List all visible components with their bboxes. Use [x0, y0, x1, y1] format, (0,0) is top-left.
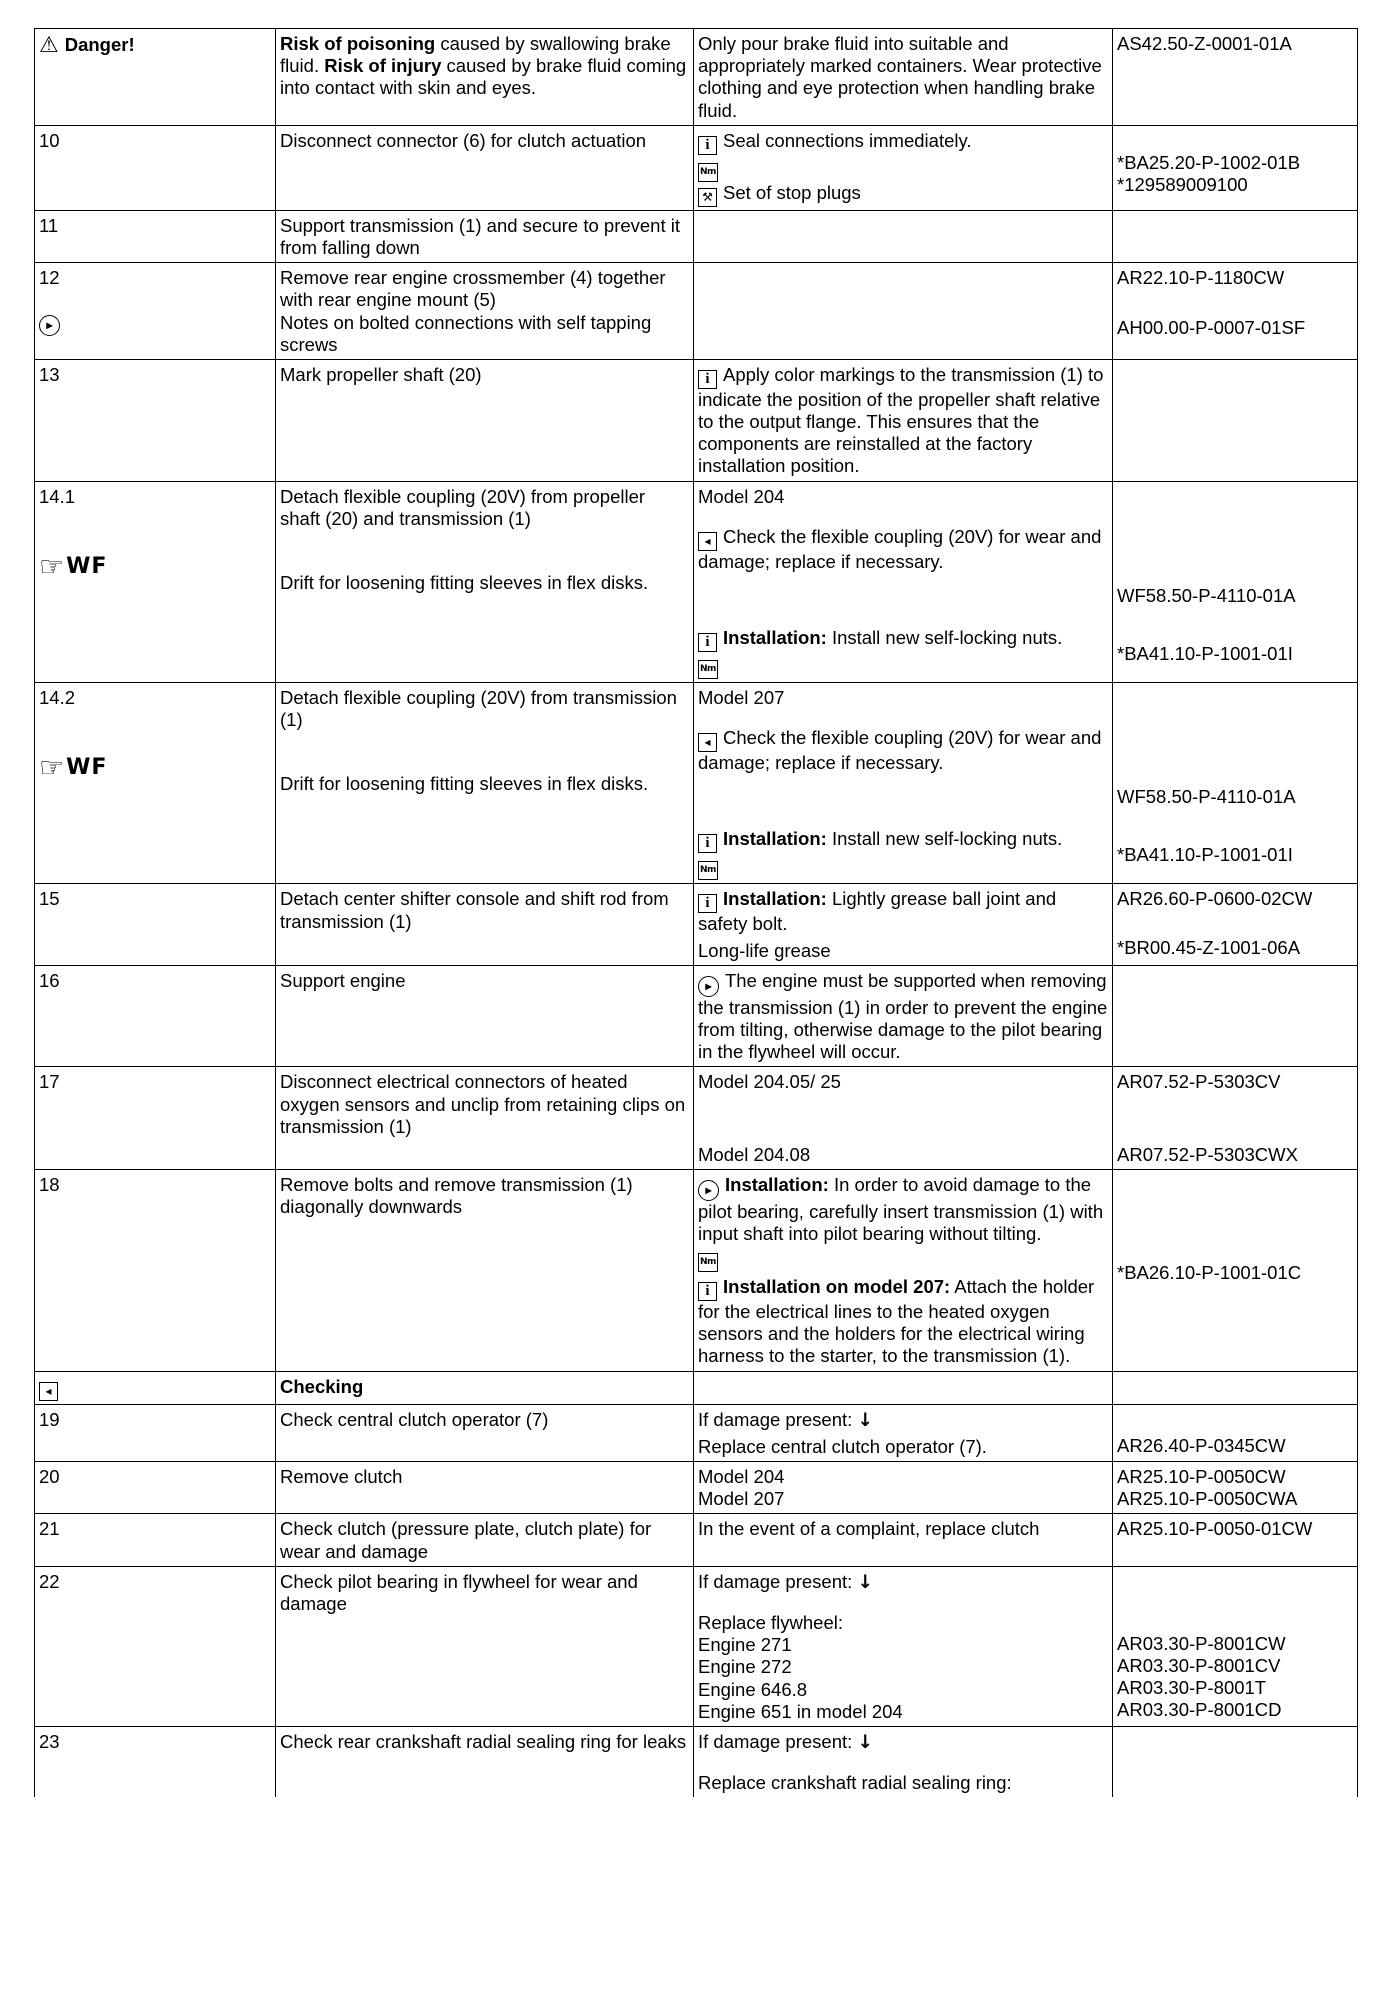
document-reference: AR07.52-P-5303CV — [1117, 1071, 1281, 1093]
torque-nm-icon: Nm — [698, 660, 718, 679]
step-number: 13 — [35, 359, 276, 481]
engine-item: Engine 272 — [698, 1656, 792, 1678]
check-inspect-icon: ◂ — [698, 733, 717, 752]
table-row — [35, 1404, 1358, 1461]
table-row — [35, 1169, 1358, 1371]
torque-nm-icon: Nm — [698, 861, 718, 880]
check-inspect-icon: ◂ — [698, 532, 717, 551]
workshop-equipment-label: WF — [66, 553, 108, 579]
document-reference: AR07.52-P-5303CWX — [1117, 1143, 1298, 1165]
danger-label: Danger! — [64, 34, 135, 55]
step-action: Remove bolts and remove transmission (1) diagonally downwards — [276, 1169, 694, 1371]
info-icon: i — [698, 633, 717, 652]
document-reference: AS42.50-Z-0001-01A — [1113, 29, 1358, 126]
step-number: 22 — [35, 1566, 276, 1726]
step-action: Mark propeller shaft (20) — [276, 359, 694, 481]
step-action: Support engine — [276, 965, 694, 1067]
pointing-hand-icon: ☞ — [39, 549, 65, 583]
document-reference: WF58.50-P-4110-01A — [1117, 786, 1296, 807]
engine-item: Engine 271 — [698, 1634, 792, 1656]
document-reference: WF58.50-P-4110-01A — [1117, 584, 1296, 606]
document-reference: *BA26.10-P-1001-01C — [1117, 1261, 1302, 1283]
step-number: 17 — [35, 1067, 276, 1169]
step-references — [1113, 1566, 1358, 1726]
step-number-cell — [35, 683, 276, 884]
step-action: Disconnect connector (6) for clutch actuation — [276, 125, 694, 210]
step-action: Detach flexible coupling (20V) from propeller shaft (20) and transmission (1) Drift for loosening fitting sleeves in flex disks. — [276, 481, 694, 682]
step-notes: ▸ Installation: In order to avoid damage to the pilot bearing, carefully insert transmission (1) with input shaft into pilot bearing without tilting. Nm i Installation on model 207: Attach the holder for the electrical lines to the heated oxygen sensors and the holders for the electrical wiring harness to the starter, to the transmission (1). — [694, 1169, 1113, 1371]
step-action: Disconnect electrical connectors of heated oxygen sensors and unclip from retaining clips on transmission (1) — [276, 1067, 694, 1169]
notes-circle-icon: ▸ — [698, 1180, 719, 1201]
document-reference: AR26.40-P-0345CW — [1117, 1434, 1286, 1456]
step-references — [1113, 263, 1358, 360]
table-row — [35, 884, 1358, 965]
table-row — [35, 965, 1358, 1067]
step-number: 11 — [35, 210, 276, 262]
info-icon: i — [698, 1282, 717, 1301]
step-action: Detach flexible coupling (20V) from transmission (1) Drift for loosening fitting sleeves in flex disks. — [276, 683, 694, 884]
step-action: Check central clutch operator (7) — [276, 1404, 694, 1461]
document-reference: AR25.10-P-0050-01CW — [1113, 1514, 1358, 1566]
step-notes: i Apply color markings to the transmission (1) to indicate the position of the propeller shaft relative to the output flange. This ensures that the components are reinstalled at the factory installation position. — [694, 359, 1113, 481]
document-reference: AR03.30-P-8001CW — [1117, 1632, 1286, 1654]
step-number-cell — [35, 481, 276, 682]
step-number-cell — [35, 263, 276, 360]
table-row — [35, 1067, 1358, 1169]
document-reference: *BA41.10-P-1001-01I — [1117, 642, 1293, 664]
step-references — [1113, 481, 1358, 682]
step-notes: Model 204.05/ 25 Model 204.08 — [694, 1067, 1113, 1169]
notes-circle-icon: ▸ — [698, 976, 719, 997]
table-row — [35, 125, 1358, 210]
step-notes: i Seal connections immediately. Nm ⚒ Set of stop plugs — [694, 125, 1113, 210]
document-reference: AR03.30-P-8001CV — [1117, 1654, 1281, 1676]
step-references — [1113, 1067, 1358, 1169]
arrow-down-icon: ↓ — [857, 1731, 873, 1753]
table-row — [35, 1566, 1358, 1726]
document-reference: *BA41.10-P-1001-01I — [1117, 844, 1293, 866]
info-icon: i — [698, 894, 717, 913]
step-number: 15 — [35, 884, 276, 965]
document-reference: AR26.60-P-0600-02CW — [1117, 888, 1313, 910]
step-action: Check clutch (pressure plate, clutch plate) for wear and damage — [276, 1514, 694, 1566]
step-references — [1113, 1404, 1358, 1461]
table-row — [35, 683, 1358, 884]
torque-nm-icon: Nm — [698, 163, 718, 182]
special-tool-icon: ⚒ — [698, 188, 717, 207]
table-row — [35, 359, 1358, 481]
step-notes: If damage present: ↓ Replace central clutch operator (7). — [694, 1404, 1113, 1461]
step-number: 23 — [35, 1726, 276, 1797]
document-reference: *BA25.20-P-1002-01B — [1117, 151, 1301, 173]
document-reference: *129589009100 — [1117, 173, 1248, 195]
check-inspect-icon: ◂ — [39, 1382, 58, 1401]
info-icon: i — [698, 370, 717, 389]
table-row — [35, 1514, 1358, 1566]
step-references — [1113, 1169, 1358, 1371]
procedure-table — [34, 28, 1358, 1797]
step-notes: Model 204 Model 207 — [694, 1462, 1113, 1514]
document-reference: AR03.30-P-8001T — [1117, 1677, 1267, 1699]
warning-triangle-icon: ⚠ — [39, 33, 59, 58]
step-notes: In the event of a complaint, replace clutch — [694, 1514, 1113, 1566]
step-notes: ▸ The engine must be supported when removing the transmission (1) in order to prevent the engine from tilting, otherwise damage to the pilot bearing in the flywheel will occur. — [694, 965, 1113, 1067]
danger-description: Risk of poisoning caused by swallowing brake fluid. Risk of injury caused by brake fluid coming into contact with skin and eyes. — [276, 29, 694, 126]
step-number: 21 — [35, 1514, 276, 1566]
info-icon: i — [698, 834, 717, 853]
table-row — [35, 210, 1358, 262]
document-reference: AR03.30-P-8001CD — [1117, 1699, 1282, 1721]
table-row — [35, 263, 1358, 360]
step-action: Check rear crankshaft radial sealing ring for leaks — [276, 1726, 694, 1797]
engine-item: Engine 646.8 — [698, 1678, 808, 1700]
step-notes: If damage present: ↓ Replace crankshaft radial sealing ring: — [694, 1726, 1113, 1797]
section-heading: Checking — [276, 1371, 694, 1404]
danger-cell — [35, 29, 276, 126]
step-notes: Model 204 ◂ Check the flexible coupling (20V) for wear and damage; replace if necessary. i Installation: Install new self-locking nuts. Nm — [694, 481, 1113, 682]
step-number: 14.2 — [39, 687, 76, 708]
step-number: 18 — [35, 1169, 276, 1371]
step-references — [1113, 683, 1358, 884]
step-notes: If damage present: ↓ Replace flywheel: Engine 271 Engine 272 Engine 646.8 Engine 651 in model 204 — [694, 1566, 1113, 1726]
table-row — [35, 29, 1358, 126]
step-number: 14.1 — [39, 485, 76, 507]
step-number: 19 — [35, 1404, 276, 1461]
step-number: 20 — [35, 1462, 276, 1514]
danger-measure: Only pour brake fluid into suitable and appropriately marked containers. Wear protective clothing and eye protection when handling brake fluid. — [694, 29, 1113, 126]
step-action: Remove rear engine crossmember (4) together with rear engine mount (5) Notes on bolted connections with self tapping screws — [276, 263, 694, 360]
table-row — [35, 481, 1358, 682]
table-row — [35, 1462, 1358, 1514]
engine-item: Engine 651 in model 204 — [698, 1700, 903, 1722]
torque-nm-icon: Nm — [698, 1253, 718, 1272]
step-number: 10 — [35, 125, 276, 210]
step-references — [1113, 1462, 1358, 1514]
step-action: Remove clutch — [276, 1462, 694, 1514]
step-notes: i Installation: Lightly grease ball joint and safety bolt. Long-life grease — [694, 884, 1113, 965]
step-action: Detach center shifter console and shift rod from transmission (1) — [276, 884, 694, 965]
document-reference: *BR00.45-Z-1001-06A — [1117, 936, 1301, 958]
step-references — [1113, 884, 1358, 965]
step-action: Support transmission (1) and secure to prevent it from falling down — [276, 210, 694, 262]
notes-circle-icon: ▸ — [39, 315, 60, 336]
table-row — [35, 1726, 1358, 1797]
workshop-equipment-label: WF — [66, 755, 108, 781]
arrow-down-icon: ↓ — [857, 1571, 873, 1593]
pointing-hand-icon: ☞ — [39, 751, 65, 785]
document-reference: AH00.00-P-0007-01SF — [1117, 317, 1306, 339]
document-reference: AR25.10-P-0050CWA — [1117, 1488, 1298, 1510]
step-number: 16 — [35, 965, 276, 1067]
document-reference: AR22.10-P-1180CW — [1117, 267, 1285, 289]
table-row — [35, 1371, 1358, 1404]
arrow-down-icon: ↓ — [857, 1409, 873, 1431]
step-number: 12 — [39, 267, 60, 289]
step-references — [1113, 125, 1358, 210]
step-action: Check pilot bearing in flywheel for wear and damage — [276, 1566, 694, 1726]
info-icon: i — [698, 136, 717, 155]
document-reference: AR25.10-P-0050CW — [1117, 1466, 1286, 1487]
step-notes: Model 207 ◂ Check the flexible coupling (20V) for wear and damage; replace if necessary. i Installation: Install new self-locking nuts. Nm — [694, 683, 1113, 884]
